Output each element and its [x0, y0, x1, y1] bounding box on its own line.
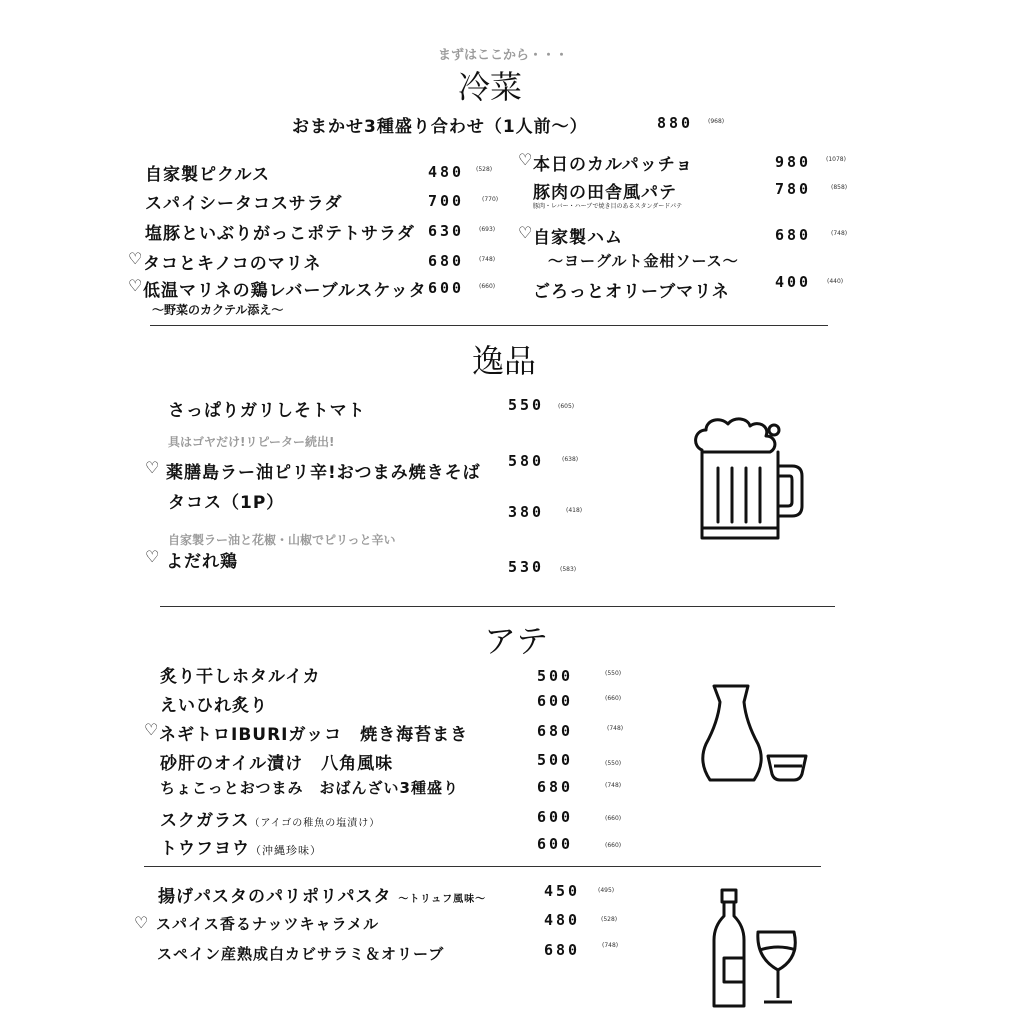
- sake-bottle-icon: [698, 682, 816, 786]
- menu-item-name: スペイン産熟成白カビサラミ＆オリーブ: [157, 945, 445, 963]
- menu-item-name: [160, 806, 380, 831]
- menu-item-price: 480: [428, 163, 465, 181]
- beer-mug-icon: [688, 414, 810, 544]
- section-divider: [150, 325, 828, 326]
- menu-item-name: 砂肝のオイル漬け 八角風味: [160, 754, 394, 774]
- menu-item-name: スパイス香るナッツキャラメル: [156, 915, 380, 933]
- menu-item-name: 本日のカルパッチョ: [533, 155, 694, 175]
- menu-item-tax: (748): [605, 782, 622, 789]
- heart-icon: ♡: [145, 547, 160, 566]
- menu-item-name: ごろっとオリーブマリネ: [533, 282, 730, 302]
- menu-item-name: 自家製ピクルス: [145, 165, 270, 185]
- menu-item-tax: (528): [601, 916, 618, 923]
- menu-item-tax: (440): [827, 278, 844, 285]
- menu-item-name: さっぱりガリしそトマト: [168, 401, 366, 421]
- lead-text: まずはここから・・・: [438, 48, 569, 63]
- menu-item-price: 680: [537, 722, 574, 740]
- menu-item-title: 揚げパスタのパリポリパスタ: [158, 887, 392, 907]
- platter-name: おまかせ3種盛り合わせ（1人前〜）: [292, 117, 588, 137]
- menu-item-note: 自家製ラー油と花椒・山椒でピリっと辛い: [168, 533, 396, 547]
- menu-item-name: [160, 834, 322, 859]
- menu-item-price: 680: [775, 226, 812, 244]
- menu-item-tax: (858): [831, 184, 848, 191]
- menu-item-price: 780: [775, 180, 812, 198]
- section-divider: [144, 866, 821, 867]
- menu-item-price: 530: [508, 558, 545, 576]
- menu-item-name: タコとキノコのマリネ: [143, 254, 322, 274]
- section-title-special: 逸品: [472, 342, 537, 380]
- menu-item-price: 600: [537, 835, 574, 853]
- menu-item-tax: (418): [566, 507, 583, 514]
- menu-item-title: スクガラス: [160, 811, 250, 831]
- menu-item-sub: （沖縄珍味）: [250, 844, 322, 857]
- menu-item-note: 〜野菜のカクテル添え〜: [152, 303, 284, 317]
- menu-item-tax: (660): [605, 842, 622, 849]
- menu-item-tax: (660): [479, 283, 496, 290]
- menu-item-note: 豚肉・レバー・ハーブで焼き目のあるスタンダードパテ: [533, 203, 683, 210]
- heart-icon: ♡: [518, 223, 533, 242]
- menu-item-tax: (748): [602, 942, 619, 949]
- wine-bottle-glass-icon: [708, 886, 804, 1012]
- menu-item-tax: (605): [558, 403, 575, 410]
- section-title-ate: アテ: [484, 622, 549, 660]
- menu-item-name: えいひれ炙り: [160, 696, 268, 716]
- menu-item-price: 450: [544, 882, 581, 900]
- platter-tax: (968): [708, 118, 725, 125]
- menu-item-price: 550: [508, 396, 545, 414]
- menu-item-tax: (748): [479, 256, 496, 263]
- heart-icon: ♡: [518, 150, 533, 169]
- menu-item-tax: (583): [560, 566, 577, 573]
- menu-item-title: トウフヨウ: [160, 839, 250, 859]
- menu-item-price: 680: [544, 941, 581, 959]
- menu-item-price: 380: [508, 503, 545, 521]
- menu-item-name: [158, 882, 486, 907]
- heart-icon: ♡: [128, 249, 143, 268]
- menu-item-name: 薬膳島ラー油ピリ辛!おつまみ焼きそば: [166, 463, 481, 483]
- menu-item-tax: (748): [607, 725, 624, 732]
- menu-item-price: 980: [775, 153, 812, 171]
- heart-icon: ♡: [145, 458, 160, 477]
- menu-item-price: 400: [775, 273, 812, 291]
- menu-item-note: 具はゴヤだけ!リピーター続出!: [168, 435, 335, 449]
- menu-item-price: 600: [537, 692, 574, 710]
- menu-item-sub: 〜トリュフ風味〜: [398, 894, 487, 905]
- menu-item-name: 炙り干しホタルイカ: [160, 667, 321, 687]
- menu-item-name: 低温マリネの鶏レバーブルスケッタ: [143, 281, 427, 301]
- menu-item-name: よだれ鶏: [166, 552, 238, 572]
- menu-item-price: 500: [537, 751, 574, 769]
- menu-item-tax: (660): [605, 815, 622, 822]
- menu-item-sub: （アイゴの稚魚の塩漬け）: [249, 818, 381, 829]
- heart-icon: ♡: [134, 913, 149, 932]
- menu-item-name: 豚肉の田舎風パテ: [533, 183, 677, 203]
- menu-item-note: 〜ヨーグルト金柑ソース〜: [548, 252, 739, 270]
- menu-item-price: 680: [428, 252, 465, 270]
- menu-item-tax: (748): [831, 230, 848, 237]
- menu-item-price: 500: [537, 667, 574, 685]
- menu-item-tax: (550): [605, 760, 622, 767]
- menu-item-name: ちょこっとおつまみ おばんざい3種盛り: [160, 779, 459, 797]
- menu-item-tax: (528): [476, 166, 493, 173]
- menu-item-price: 480: [544, 911, 581, 929]
- menu-item-price: 600: [428, 279, 465, 297]
- menu-item-tax: (693): [479, 226, 496, 233]
- menu-item-tax: (660): [605, 695, 622, 702]
- heart-icon: ♡: [128, 276, 143, 295]
- section-divider: [160, 606, 835, 607]
- menu-item-name: スパイシータコスサラダ: [145, 194, 343, 214]
- menu-item-price: 600: [537, 808, 574, 826]
- menu-item-price: 580: [508, 452, 545, 470]
- menu-item-tax: (550): [605, 670, 622, 677]
- heart-icon: ♡: [144, 720, 159, 739]
- platter-price: 880: [657, 114, 694, 132]
- menu-item-price: 680: [537, 778, 574, 796]
- menu-item-name: タコス（1P）: [168, 493, 285, 513]
- menu-item-name: ネギトロIBURIガッコ 焼き海苔まき: [159, 725, 469, 745]
- menu-item-tax: (1078): [826, 156, 846, 163]
- menu-item-price: 700: [428, 192, 465, 210]
- menu-item-tax: (770): [482, 196, 499, 203]
- menu-item-name: 自家製ハム: [533, 228, 623, 248]
- section-title-cold: 冷菜: [458, 68, 523, 106]
- menu-item-tax: (638): [562, 456, 579, 463]
- menu-item-tax: (495): [598, 887, 615, 894]
- menu-item-name: 塩豚といぶりがっこポテトサラダ: [145, 224, 415, 244]
- menu-item-price: 630: [428, 222, 465, 240]
